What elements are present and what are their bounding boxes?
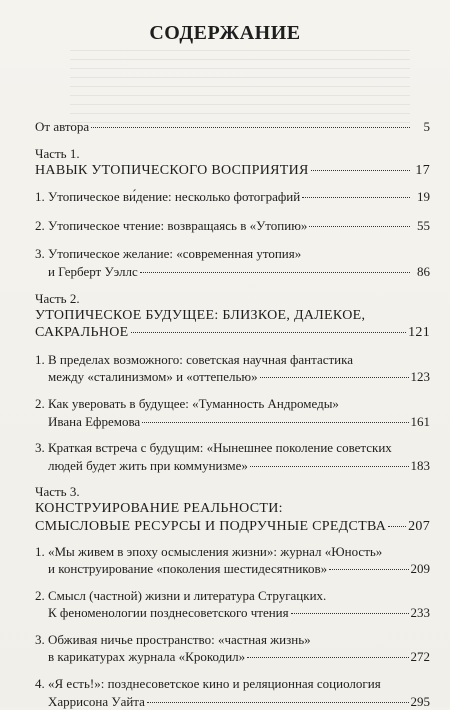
toc-entry-text: и Герберт Уэллс [48, 263, 138, 279]
leader-dots [309, 226, 410, 227]
toc-part-3 [35, 483, 430, 535]
part-title: НАВЫК УТОПИЧЕСКОГО ВОСПРИЯТИЯ [35, 162, 309, 178]
toc-entry-text: К феноменологии позднесоветского чтения [48, 605, 289, 621]
toc-entry [35, 188, 430, 206]
leader-dots [260, 377, 409, 378]
part-label: Часть 3. [35, 484, 80, 500]
page-number: 272 [410, 649, 430, 665]
leader-dots [140, 272, 410, 273]
leader-dots [131, 332, 407, 333]
leader-dots [247, 657, 408, 658]
toc-entry-text: 3. Обживая ничье пространство: «частная жизнь» [35, 631, 311, 647]
toc-entry-text: 1. Утопическое ви́дение: несколько фотографий [35, 189, 301, 205]
toc-entry-text: 3. Краткая встреча с будущим: «Нынешнее поколение советских [35, 440, 392, 456]
toc-entry-text: между «сталинизмом» и «оттепелью» [48, 369, 258, 385]
toc-entry-text: в карикатурах журнала «Крокодил» [48, 649, 246, 665]
page-number: 207 [408, 518, 430, 534]
toc-part-2 [35, 290, 430, 342]
part-label: Часть 2. [35, 290, 80, 306]
toc-entry-text: Харрисона Уайта [48, 693, 145, 709]
toc-entry-text: людей будет жить при коммунизме» [48, 457, 248, 473]
page-number: 295 [410, 693, 430, 709]
leader-dots [388, 526, 406, 527]
toc-entry [35, 395, 430, 430]
page-number: 17 [415, 162, 430, 178]
toc-entry-text: 3. Утопическое желание: «современная утопия» [35, 246, 302, 262]
leader-dots [142, 422, 408, 423]
page-number: 121 [408, 325, 430, 341]
toc-entry [35, 245, 430, 280]
toc-entry [35, 675, 430, 710]
page-number: 5 [423, 119, 430, 134]
part-title: КОНСТРУИРОВАНИЕ РЕАЛЬНОСТИ: [35, 501, 283, 517]
toc-entry-text: Ивана Ефремова [48, 413, 141, 429]
toc-entry-text: 2. Как уверовать в будущее: «Туманность Андромеды» [35, 395, 339, 411]
part-label: Часть 1. [35, 145, 80, 161]
toc-entry-text: 4. «Я есть!»: позднесоветское кино и реляционная социология [35, 676, 381, 692]
part-title: УТОПИЧЕСКОЕ БУДУЩЕЕ: БЛИЗКОЕ, ДАЛЕКОЕ, [35, 307, 366, 323]
toc-entry-foreword [35, 118, 430, 136]
page-number: 183 [410, 457, 430, 473]
toc-part-1 [35, 145, 430, 180]
page-number: 233 [410, 605, 430, 621]
toc-entry [35, 587, 430, 622]
leader-dots [291, 613, 409, 614]
toc-entry [35, 631, 430, 666]
leader-dots [302, 197, 410, 198]
toc-entry-text: От автора [35, 119, 90, 134]
table-of-contents [35, 118, 430, 710]
page-number: 123 [410, 369, 430, 385]
toc-entry [35, 351, 430, 386]
toc-entry-text: 2. Утопическое чтение: возвращаясь в «Утопию» [35, 217, 308, 233]
leader-dots [311, 170, 410, 171]
page-number: 209 [410, 561, 430, 577]
page-number: 55 [417, 217, 430, 233]
leader-dots [147, 702, 409, 703]
page-title: СОДЕРЖАНИЕ [149, 22, 301, 44]
leader-dots [250, 466, 409, 467]
toc-entry [35, 439, 430, 474]
toc-entry-text: и конструирование «поколения шестидесятников» [48, 561, 328, 577]
leader-dots [329, 569, 408, 570]
toc-entry [35, 543, 430, 578]
toc-entry-text: 1. «Мы живем в эпоху осмысления жизни»: журнал «Юность» [35, 543, 383, 559]
toc-entry [35, 217, 430, 235]
page-number: 86 [417, 263, 430, 279]
part-title: СМЫСЛОВЫЕ РЕСУРСЫ И ПОДРУЧНЫЕ СРЕДСТВА [35, 518, 387, 534]
page-number: 19 [417, 189, 430, 205]
part-title: САКРАЛЬНОЕ [35, 325, 129, 341]
toc-entry-text: 2. Смысл (частной) жизни и литература Стругацких. [35, 587, 327, 603]
toc-entry-text: 1. В пределах возможного: советская научная фантастика [35, 351, 354, 367]
page-number: 161 [410, 413, 430, 429]
leader-dots [91, 127, 410, 128]
